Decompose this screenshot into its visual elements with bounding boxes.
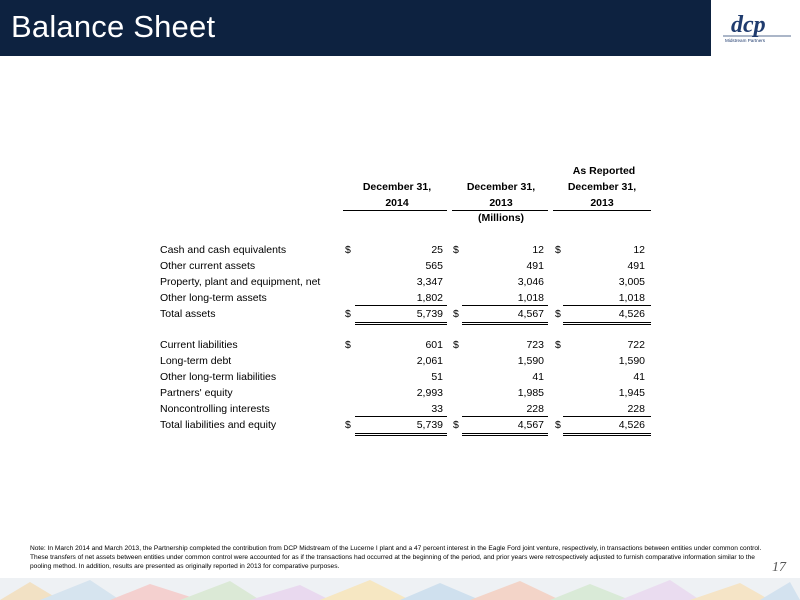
cell-value: 4,567 [517,419,544,431]
cell-value: 12 [633,244,645,256]
currency-symbol: $ [555,308,561,320]
cell-value: 33 [431,403,443,415]
footnote: Note: In March 2014 and March 2013, the Partnership completed the contribution from DCP Midstream of the Lucerne I plant and a 47 percent interest in the Eagle Ford joint venture, respectively, in transactions between entities under common control. These transfers of net assets between entities under common control were accounted for as if the transactions had occurred at the beginning of the period, and prior years were retrospectively adjusted to furnish comparative information similar to the pooling method. In addition, results are presented as originally reported in 2013 for comparative purposes. [30,545,762,570]
cell-value: 1,590 [618,355,645,367]
cell-value: 1,018 [618,292,645,304]
row-label: Long-term debt [160,355,232,367]
col3-header-rule [553,210,651,211]
total-double-rule [462,433,548,434]
cell-value: 5,739 [416,419,443,431]
col3-header-line1: December 31, [567,181,637,193]
row-label: Other long-term liabilities [160,371,277,383]
total-double-rule [355,433,447,434]
logo-wordmark: dcp [731,12,766,38]
cell-value: 3,347 [416,276,443,288]
row-label: Noncontrolling interests [160,403,270,415]
cell-value: 228 [627,403,645,415]
currency-symbol: $ [345,244,351,256]
total-double-rule [563,324,651,325]
row-label: Partners' equity [160,387,233,399]
units-label: (Millions) [477,212,525,224]
col3-header-line2: 2013 [590,197,614,209]
cell-value: 722 [627,339,645,351]
total-double-rule [462,324,548,325]
cell-value: 4,567 [517,308,544,320]
cell-value: 1,018 [517,292,544,304]
currency-symbol: $ [453,419,459,431]
logo-tagline: Midstream Partners [725,38,766,43]
currency-symbol: $ [345,308,351,320]
page-number: 17 [772,560,786,575]
total-double-rule [355,435,447,436]
cell-value: 4,526 [618,308,645,320]
cell-value: 601 [425,339,443,351]
cell-value: 491 [526,260,544,272]
cell-value: 4,526 [618,419,645,431]
cell-value: 3,046 [517,276,544,288]
subtotal-rule [563,416,651,417]
total-double-rule [462,435,548,436]
row-label: Other current assets [160,260,256,272]
currency-symbol: $ [453,244,459,256]
row-label: Other long-term assets [160,292,267,304]
currency-symbol: $ [453,308,459,320]
total-double-rule [563,435,651,436]
page-title: Balance Sheet [11,9,216,44]
currency-symbol: $ [555,419,561,431]
currency-symbol: $ [345,339,351,351]
cell-value: 1,590 [517,355,544,367]
cell-value: 3,005 [618,276,645,288]
total-double-rule [355,324,447,325]
subtotal-rule [462,416,548,417]
currency-symbol: $ [345,419,351,431]
currency-symbol: $ [555,339,561,351]
row-label: Total assets [160,308,216,320]
col2-header-line2: 2013 [489,197,513,209]
col1-header-rule [343,210,447,211]
row-label: Property, plant and equipment, net [160,276,321,288]
row-label: Cash and cash equivalents [160,244,287,256]
decorative-footer-strip [0,578,800,600]
subtotal-rule [563,305,651,306]
subtotal-rule [355,305,447,306]
col2-header-rule [452,210,548,211]
currency-symbol: $ [453,339,459,351]
cell-value: 2,061 [416,355,443,367]
col2-header-line1: December 31, [466,181,536,193]
subtotal-rule [462,305,548,306]
cell-value: 723 [526,339,544,351]
cell-value: 5,739 [416,308,443,320]
as-reported-header: As Reported [572,165,636,177]
cell-value: 565 [425,260,443,272]
col1-header-line2: 2014 [385,197,409,209]
total-double-rule [563,433,651,434]
cell-value: 491 [627,260,645,272]
cell-value: 2,993 [416,387,443,399]
cell-value: 1,985 [517,387,544,399]
cell-value: 12 [532,244,544,256]
subtotal-rule [355,416,447,417]
cell-value: 51 [431,371,443,383]
total-double-rule [355,322,447,323]
total-double-rule [563,322,651,323]
total-double-rule [462,322,548,323]
col1-header-line1: December 31, [362,181,432,193]
cell-value: 41 [532,371,544,383]
cell-value: 1,945 [618,387,645,399]
row-label: Total liabilities and equity [160,419,277,431]
cell-value: 41 [633,371,645,383]
cell-value: 228 [526,403,544,415]
cell-value: 25 [431,244,443,256]
currency-symbol: $ [555,244,561,256]
cell-value: 1,802 [416,292,443,304]
row-label: Current liabilities [160,339,238,351]
